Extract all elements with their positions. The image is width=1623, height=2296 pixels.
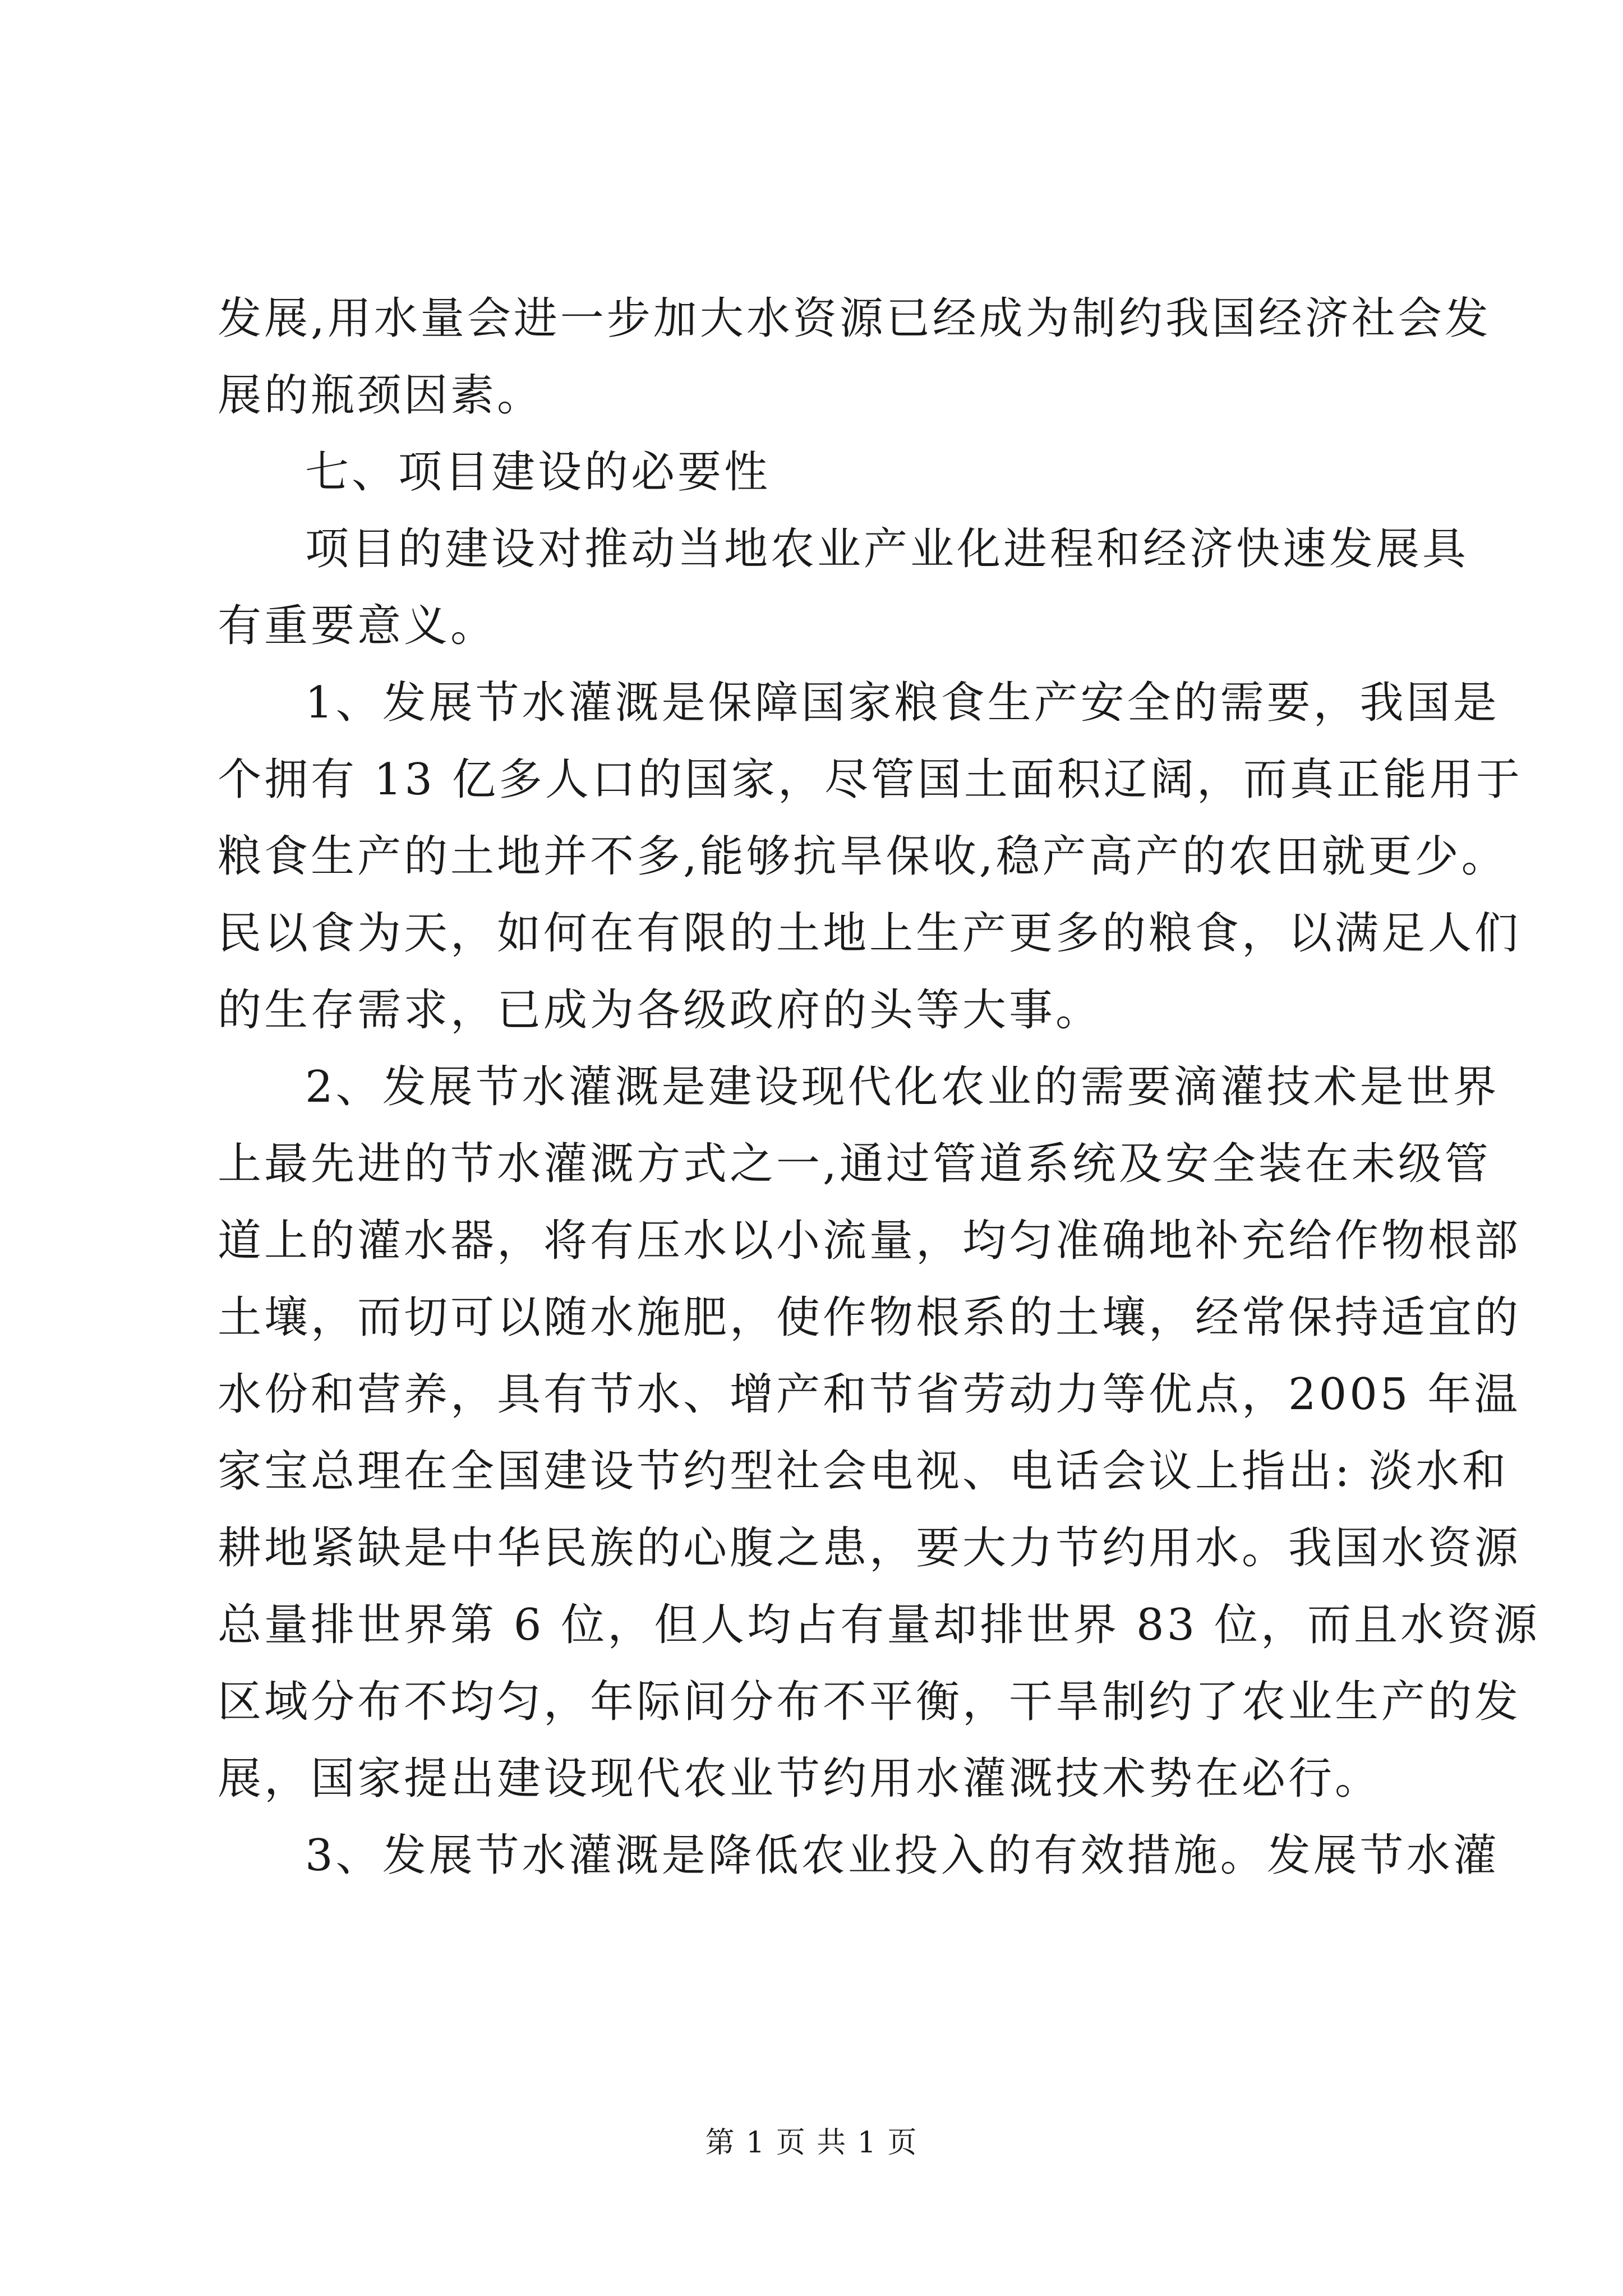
text-line: 的生存需求，已成为各级政府的头等大事。 xyxy=(218,985,1103,1036)
text-line: 发展,用水量会进一步加大水资源已经成为制约我国经济社会发 xyxy=(218,293,1491,344)
text-line: 1、发展节水灌溉是保障国家粮食生产安全的需要，我国是 xyxy=(305,678,1500,728)
text-line: 耕地紧缺是中华民族的心腹之患，要大力节约用水。我国水资源 xyxy=(218,1523,1521,1573)
text-line: 区域分布不均匀，年际间分布不平衡，干旱制约了农业生产的发 xyxy=(218,1677,1521,1727)
text-line: 展，国家提出建设现代农业节约用水灌溉技术势在必行。 xyxy=(218,1754,1382,1804)
text-line: 民以食为天，如何在有限的土地上生产更多的粮食，以满足人们 xyxy=(218,908,1521,959)
text-line: 总量排世界第 6 位，但人均占有量却排世界 83 位，而且水资源 xyxy=(218,1600,1541,1650)
text-line: 家宝总理在全国建设节约型社会电视、电话会议上指出: 淡水和 xyxy=(218,1446,1509,1497)
section-heading: 七、项目建设的必要性 xyxy=(305,447,771,498)
text-line: 展的瓶颈因素。 xyxy=(218,370,544,421)
text-line: 项目的建设对推动当地农业产业化进程和经济快速发展具 xyxy=(305,524,1469,574)
body-text xyxy=(218,292,1541,1906)
text-line: 水份和营养，具有节水、增产和节省劳动力等优点，2005 年温 xyxy=(218,1369,1521,1420)
text-line: 有重要意义。 xyxy=(218,601,497,651)
text-line: 个拥有 13 亿多人口的国家，尽管国土面积辽阔，而真正能用于 xyxy=(218,754,1523,805)
text-line: 土壤，而切可以随水施肥，使作物根系的土壤，经常保持适宜的 xyxy=(218,1292,1521,1343)
text-line: 3、发展节水灌溉是降低农业投入的有效措施。发展节水灌 xyxy=(305,1830,1500,1881)
text-line: 上最先进的节水灌溉方式之一,通过管道系统及安全装在未级管 xyxy=(218,1139,1491,1189)
text-line: 2、发展节水灌溉是建设现代化农业的需要滴灌技术是世界 xyxy=(305,1062,1500,1112)
text-line: 道上的灌水器，将有压水以小流量，均匀准确地补充给作物根部 xyxy=(218,1216,1521,1266)
page-number: 第 1 页 共 1 页 xyxy=(705,2126,918,2160)
text-line: 粮食生产的土地并不多,能够抗旱保收,稳产高产的农田就更少。 xyxy=(218,831,1508,882)
